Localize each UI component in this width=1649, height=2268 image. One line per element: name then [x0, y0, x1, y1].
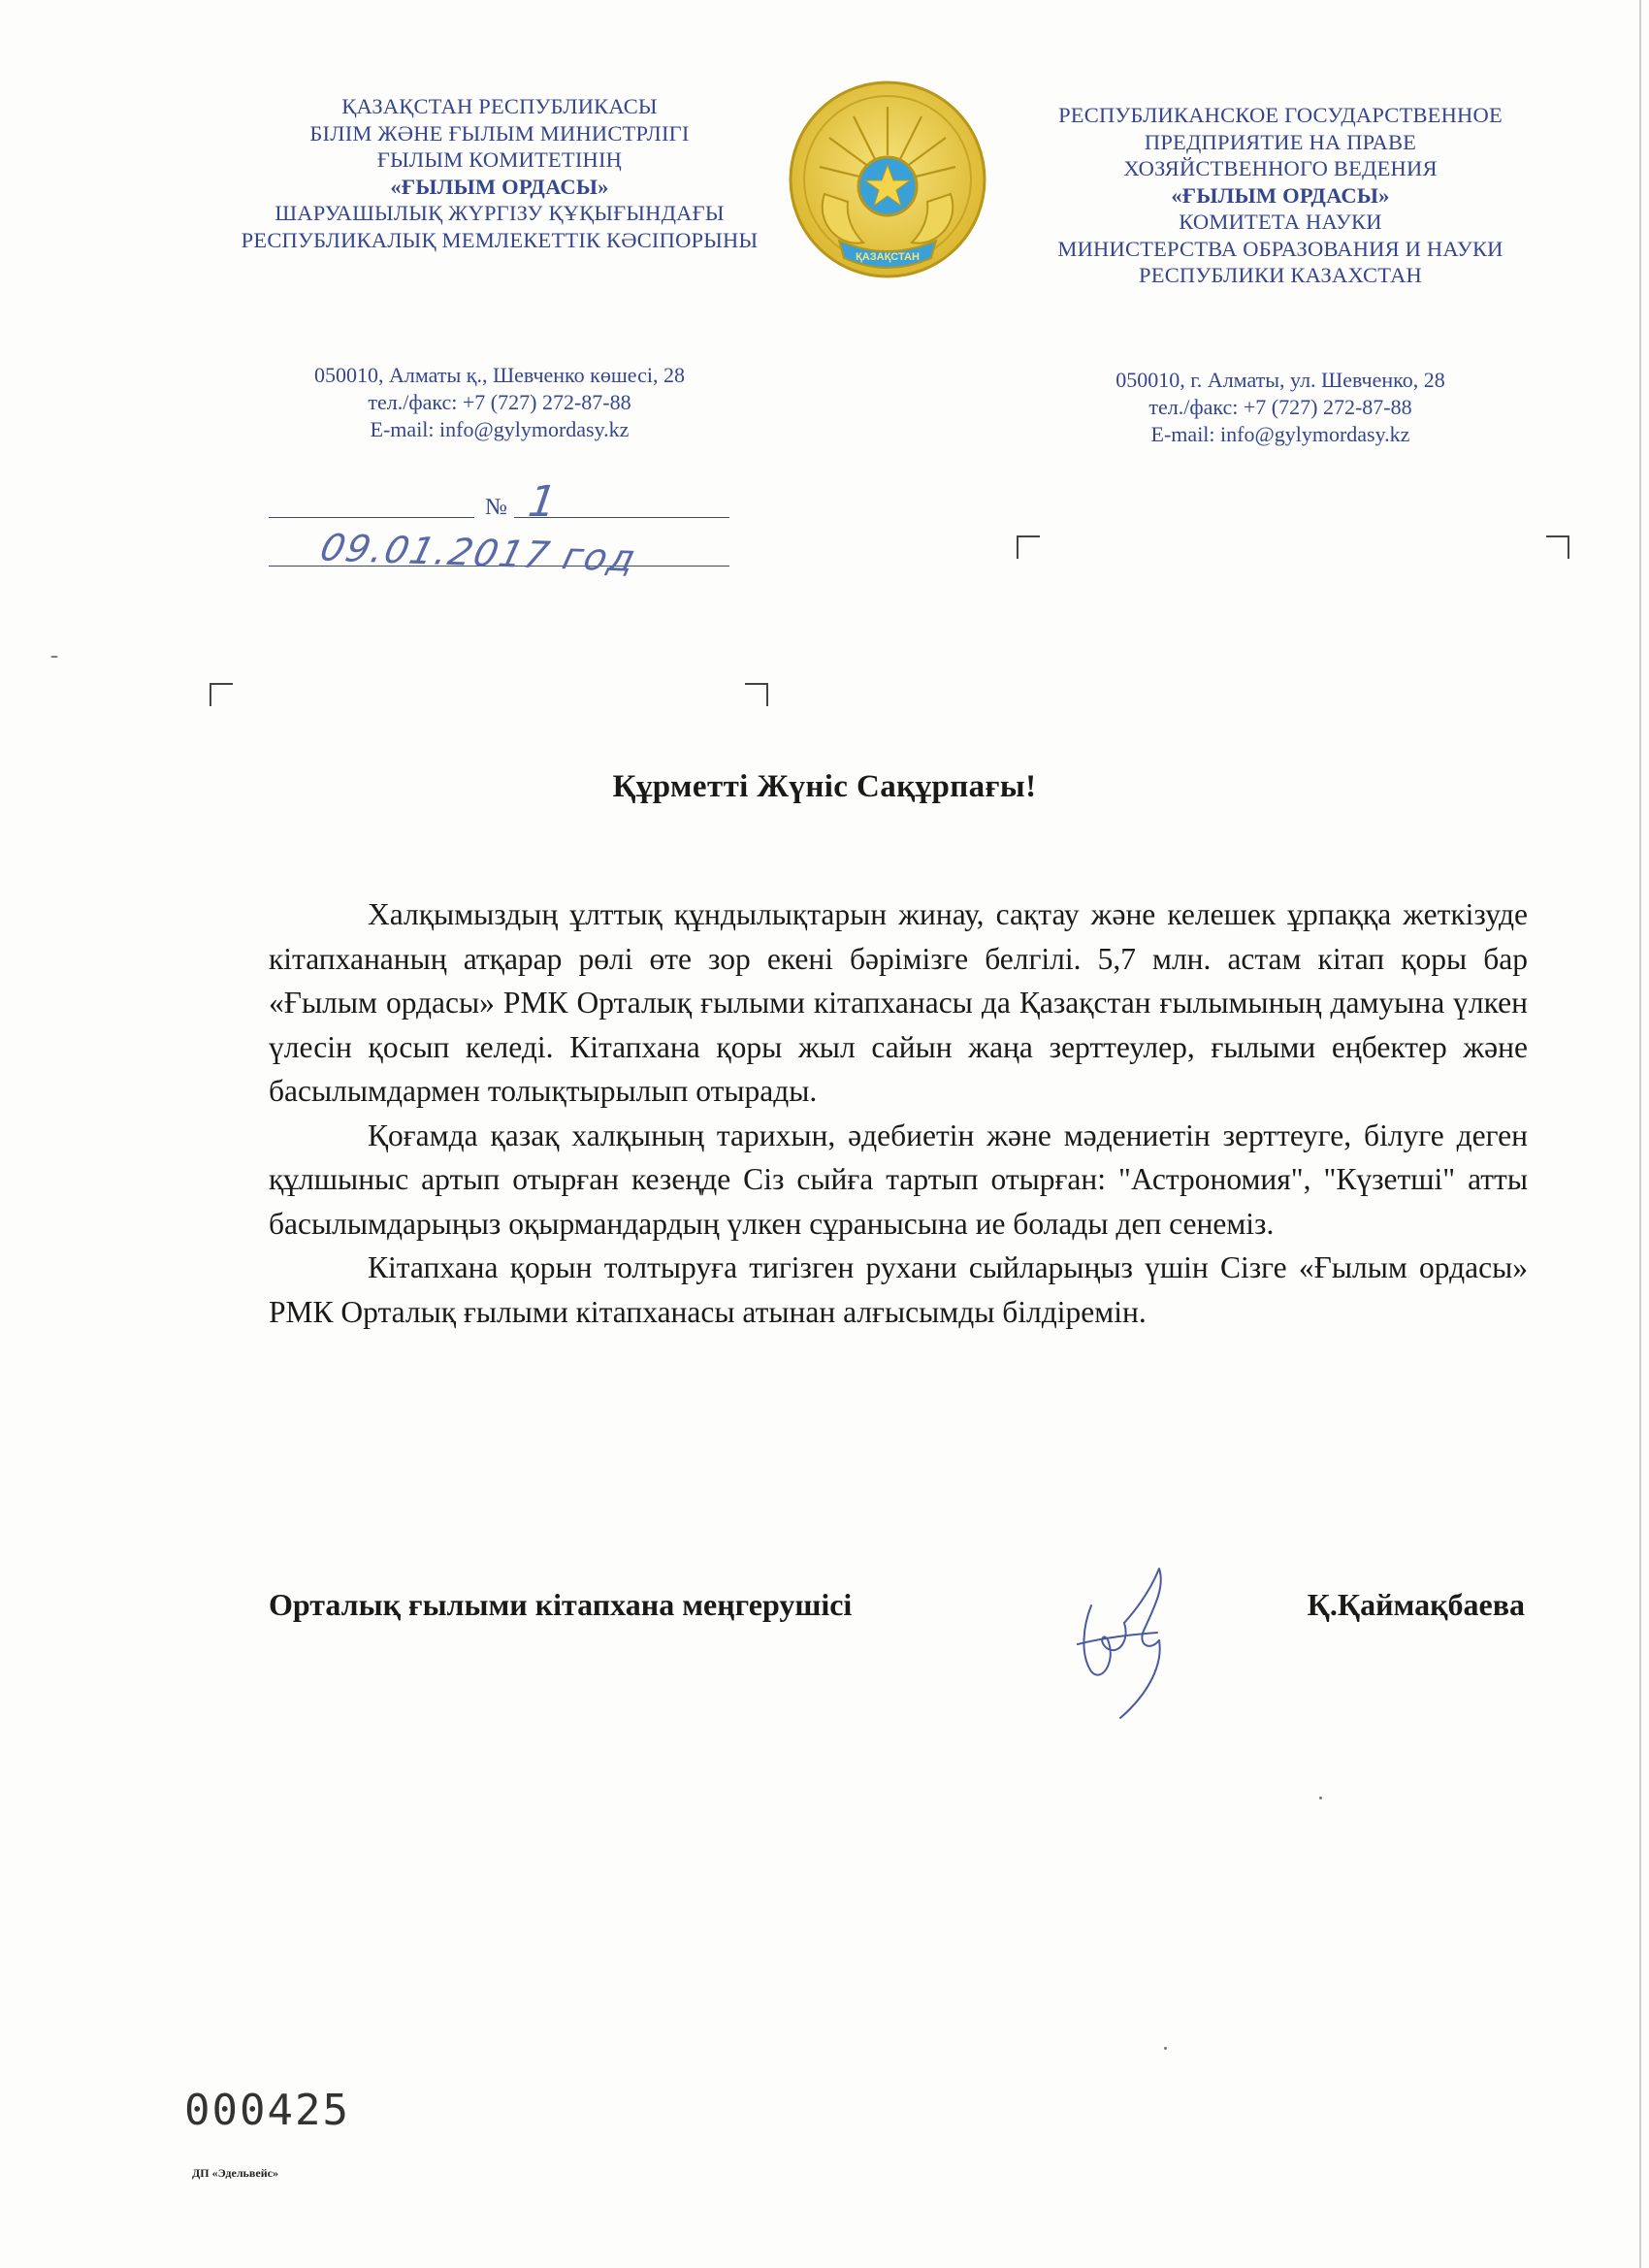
corner-mark: [210, 683, 233, 706]
letterhead-line: РЕСПУБЛИКИ КАЗАХСТАН: [1139, 263, 1422, 287]
paragraph: Халқымыздың ұлттық құндылықтарын жинау, сақтау және келешек ұрпаққа жеткізуде кітапхананың атқарар рөлі өте зор екені бәрімізге белгілі. 5,7 млн. астам кітап қоры бар «Ғылым ордасы» РМК Орталық ғылыми кітапханасы да Қазақстан ғылымының дамуына үлкен үлесін қосып келеді. Кітапхана қоры жыл сайын жаңа зерттеулер, ғылыми еңбектер және басылымдармен толықтырылып отырады.: [269, 897, 1528, 1108]
address-email: E-mail: info@gylymordasy.kz: [1150, 422, 1410, 446]
address-phone: тел./факс: +7 (727) 272-87-88: [368, 390, 631, 414]
letterhead-line: «ҒЫЛЫМ ОРДАСЫ»: [390, 174, 609, 199]
corner-mark: [1017, 535, 1040, 559]
letterhead-line: «ҒЫЛЫМ ОРДАСЫ»: [1171, 182, 1390, 208]
paragraph: Кітапхана қорын толтыруға тигізген рухани сыйларыңыз үшін Сізге «Ғылым ордасы» РМК Орталық ғылыми кітапханасы атынан алғысымды білдіремін.: [269, 1250, 1528, 1329]
address-street: 050010, Алматы қ., Шевченко көшесі, 28: [314, 363, 685, 387]
serial-number: 000425: [184, 2086, 350, 2135]
corner-mark: [745, 683, 768, 706]
ref-line-left: [269, 517, 474, 518]
emblem-ribbon-text: ҚАЗАҚСТАН: [856, 251, 920, 263]
scan-speck: [1164, 2047, 1167, 2050]
letterhead-line: ШАРУАШЫЛЫҚ ЖҮРГІЗУ ҚҰҚЫҒЫНДАҒЫ: [275, 201, 725, 225]
scan-speck: [1319, 1797, 1322, 1799]
letterhead-line: КОМИТЕТА НАУКИ: [1179, 210, 1382, 234]
letterhead-line: ПРЕДПРИЯТИЕ НА ПРАВЕ: [1144, 129, 1417, 154]
letterhead-russian: [1009, 102, 1552, 289]
ref-date-handwritten: 09.01.2017 год: [315, 526, 642, 580]
letterhead-line: МИНИСТЕРСТВА ОБРАЗОВАНИЯ И НАУКИ: [1057, 236, 1504, 261]
letterhead-kazakh: [194, 93, 805, 253]
salutation: Құрметті Жүніс Сақұрпағы!: [612, 769, 1037, 804]
scan-speck: [50, 656, 58, 658]
letterhead-line: ҚАЗАҚСТАН РЕСПУБЛИКАСЫ: [341, 94, 658, 118]
letterhead-line: РЕСПУБЛИКАНСКОЕ ГОСУДАРСТВЕННОЕ: [1058, 103, 1503, 127]
address-kazakh: [223, 362, 776, 443]
handwritten-signature: [1062, 1547, 1198, 1722]
letter-body: [269, 892, 1528, 1334]
address-street: 050010, г. Алматы, ул. Шевченко, 28: [1116, 368, 1445, 392]
signer-title: Орталық ғылыми кітапхана меңгерушісі: [269, 1587, 853, 1622]
letterhead-line: ХОЗЯЙСТВЕННОГО ВЕДЕНИЯ: [1123, 156, 1438, 180]
letterhead-line: БІЛІМ ЖӘНЕ ҒЫЛЫМ МИНИСТРЛІГІ: [309, 120, 690, 146]
state-emblem-icon: [786, 78, 989, 289]
ref-number-handwritten: 1: [525, 477, 560, 527]
letterhead-line: ҒЫЛЫМ КОМИТЕТІНІҢ: [376, 147, 623, 172]
scan-edge: [1639, 0, 1641, 2268]
signer-name: Қ.Қаймақбаева: [1307, 1587, 1525, 1622]
corner-mark: [1546, 535, 1569, 559]
ref-number-label: №: [485, 495, 507, 520]
printer-imprint: ДП «Эдельвейс»: [192, 2166, 278, 2180]
paragraph: Қоғамда қазақ халқының тарихын, әдебиетін және мәдениетін зерттеуге, білуге деген құлшыныс артып отырған кезеңде Сіз сыйға тартып отырған: "Астрономия", "Күзетші" атты басылымдарыңыз оқырмандардың үлкен сұранысына ие болады деп сенеміз.: [269, 1118, 1528, 1241]
address-phone: тел./факс: +7 (727) 272-87-88: [1148, 395, 1412, 419]
address-russian: [1028, 367, 1533, 448]
letterhead-line: РЕСПУБЛИКАЛЫҚ МЕМЛЕКЕТТІК КӘСІПОРЫНЫ: [241, 227, 759, 252]
address-email: E-mail: info@gylymordasy.kz: [370, 417, 630, 441]
